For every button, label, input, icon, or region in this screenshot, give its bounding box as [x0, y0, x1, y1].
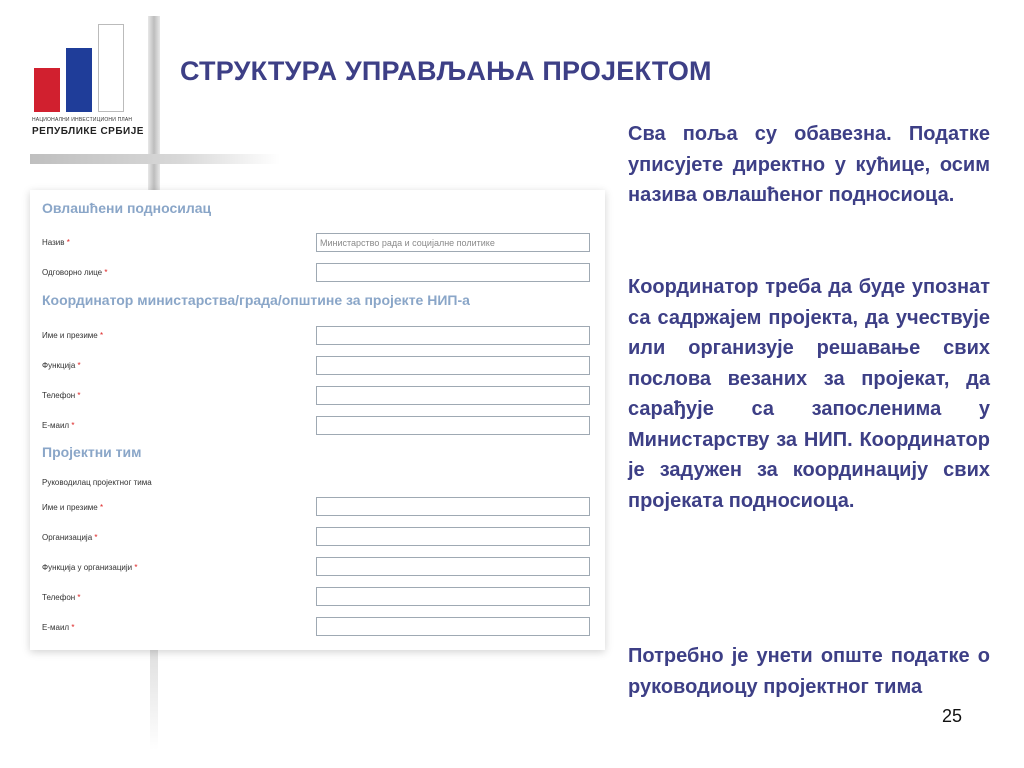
team-leader-subtitle: Руководилац пројектног тима: [42, 478, 152, 487]
section-title-applicant: Овлашћени подносилац: [42, 200, 212, 216]
paragraph-team-leader: Потребно је унети опште податке о руководиоцу пројектног тима: [628, 645, 990, 698]
label-leader-name: Име и презиме *: [42, 503, 104, 512]
section-title-team: Пројектни тим: [42, 444, 142, 460]
slide-title: СТРУКТУРА УПРАВЉАЊА ПРОЈЕКТОМ: [180, 56, 712, 86]
leader-name-input[interactable]: [316, 497, 590, 516]
label-coordinator-name: Име и презиме *: [42, 331, 104, 340]
label-applicant-name: Назив *: [42, 238, 70, 247]
label-leader-organization: Организација *: [42, 533, 98, 542]
applicant-name-input[interactable]: [316, 233, 590, 252]
logo-white-bar: [98, 24, 124, 112]
coordinator-name-input[interactable]: [316, 326, 590, 345]
leader-organization-input[interactable]: [316, 527, 590, 546]
logo-red-bar: [34, 68, 60, 112]
leader-function-input[interactable]: [316, 557, 590, 576]
label-coordinator-function: Функција *: [42, 361, 81, 370]
decor-vertical-line: [148, 16, 160, 200]
label-leader-email: Е-маил *: [42, 623, 75, 632]
label-responsible-person: Одговорно лице *: [42, 268, 108, 277]
leader-email-input[interactable]: [316, 617, 590, 636]
decor-vertical-line-bottom: [150, 640, 158, 750]
leader-phone-input[interactable]: [316, 587, 590, 606]
coordinator-function-input[interactable]: [316, 356, 590, 375]
logo-blue-bar: [66, 48, 92, 112]
form-screenshot: [30, 190, 605, 650]
label-coordinator-phone: Телефон *: [42, 391, 81, 400]
decor-horizontal-line: [30, 154, 280, 164]
logo-small-text: НАЦИОНАЛНИ ИНВЕСТИЦИОНИ ПЛАН: [32, 117, 133, 123]
label-leader-phone: Телефон *: [42, 593, 81, 602]
responsible-person-input[interactable]: [316, 263, 590, 282]
page-number: 25: [942, 706, 963, 726]
logo-big-text: РЕПУБЛИКЕ СРБИЈЕ: [32, 126, 144, 137]
paragraph-coordinator-role: Координатор треба да буде упознат са садржајем пројекта, да учествује или организује решавање свих послова везаних за пројекат, да сарађује са запосленима у Министарству за НИП. Координатор је задужен за координацију свих пројеката подносиоца.: [628, 276, 990, 512]
section-title-coordinator: Координатор министарства/града/општине за пројекте НИП-а: [42, 292, 470, 308]
coordinator-email-input[interactable]: [316, 416, 590, 435]
nip-logo: [30, 20, 144, 150]
paragraph-fields-required: Сва поља су обавезна. Податке уписујете директно у кућице, осим назива овлашћеног подносиоца.: [628, 123, 990, 206]
label-coordinator-email: Е-маил *: [42, 421, 75, 430]
label-leader-function: Функција у организацији *: [42, 563, 138, 572]
coordinator-phone-input[interactable]: [316, 386, 590, 405]
